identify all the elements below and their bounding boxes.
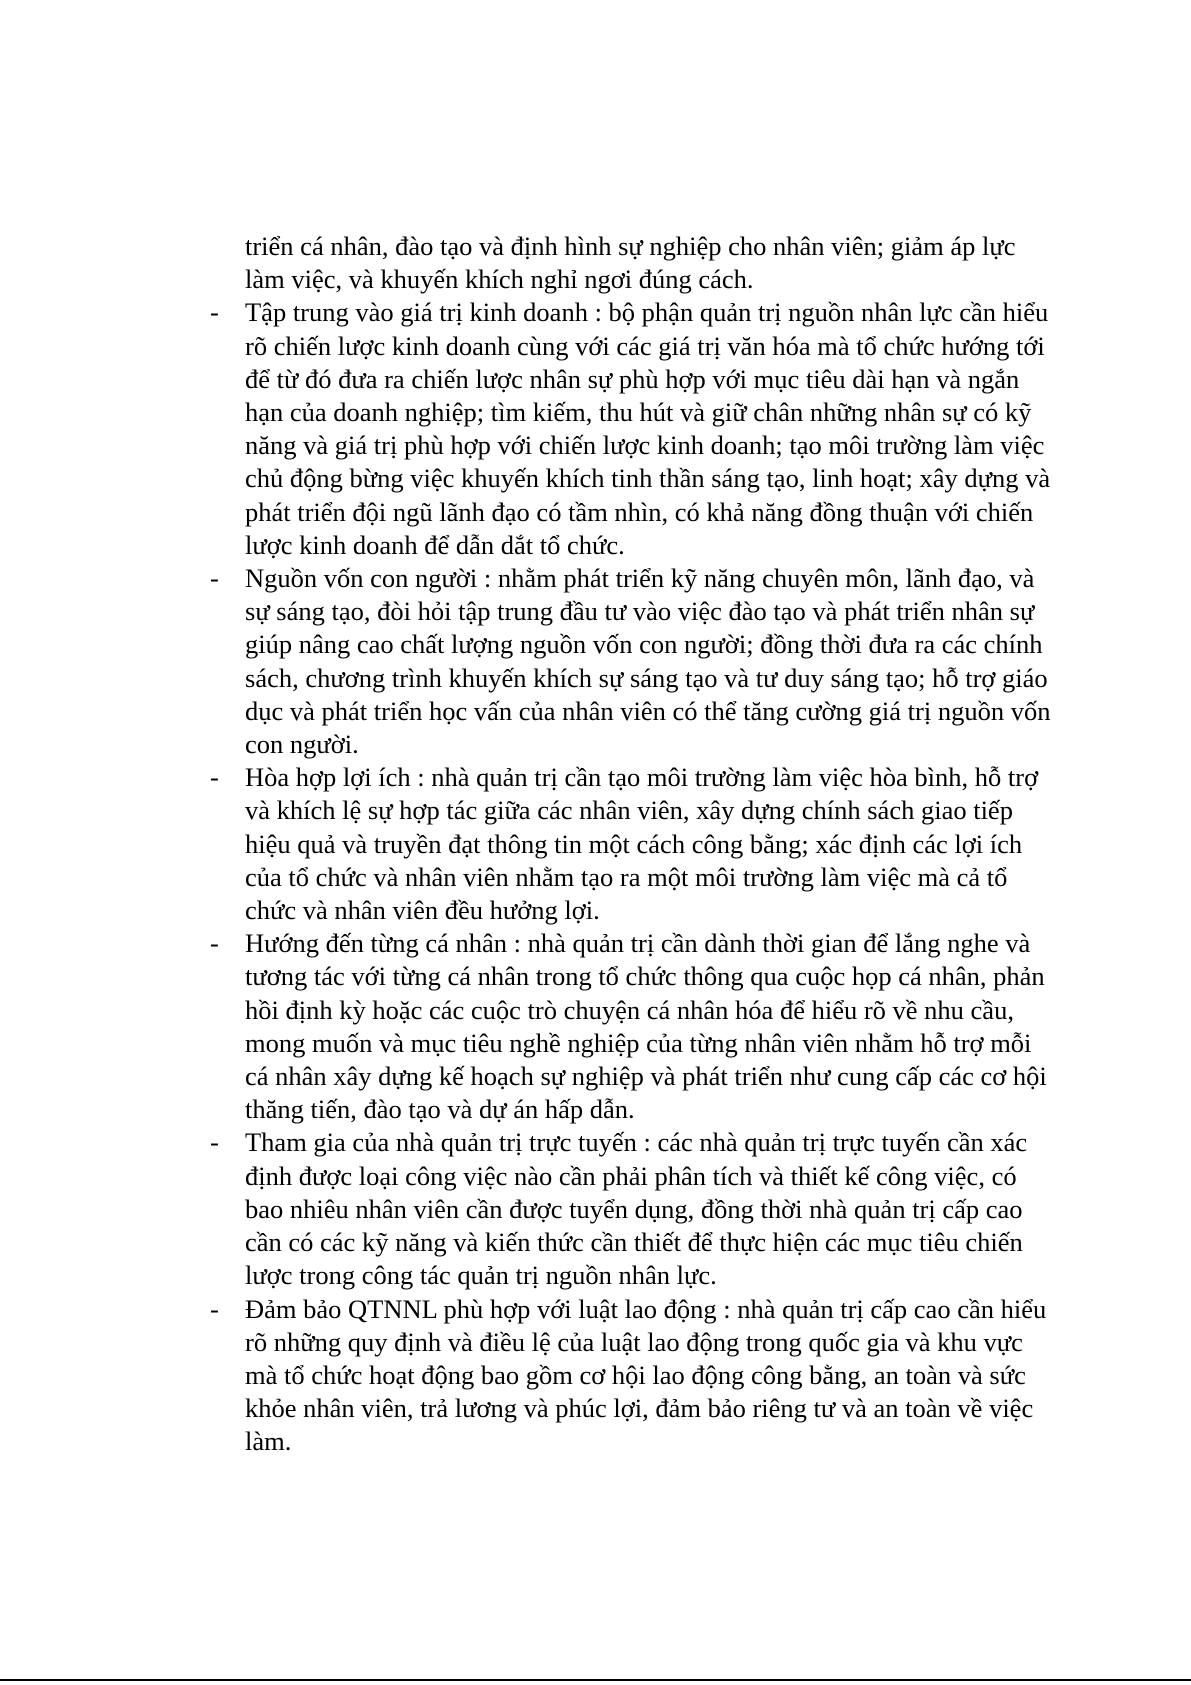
list-item-text: Đảm bảo QTNNL phù hợp với luật lao động : nhà quản trị cấp cao cần hiểu rõ những quy định và điều lệ của luật lao động trong quốc gia và khu vực mà tổ chức hoạt động bao gồm cơ hội lao động công bằng, an toàn và sức khỏe nhân viên, trả lương và phúc lợi, đảm bảo riêng tư và an toàn về việc làm.: [245, 1293, 1047, 1457]
list-item: [210, 1126, 1060, 1292]
list-item: [210, 927, 1060, 1126]
continuation-paragraph: [245, 230, 1060, 296]
list-item-text: Tập trung vào giá trị kinh doanh : bộ phận quản trị nguồn nhân lực cần hiểu rõ chiến lược kinh doanh cùng với các giá trị văn hóa mà tổ chức hướng tới để từ đó đưa ra chiến lược nhân sự phù hợp với mục tiêu dài hạn và ngắn hạn của doanh nghiệp; tìm kiếm, thu hút và giữ chân những nhân sự có kỹ năng và giá trị phù hợp với chiến lược kinh doanh; tạo môi trường làm việc chủ động bừng việc khuyến khích tinh thần sáng tạo, linh hoạt; xây dựng và phát triển đội ngũ lãnh đạo có tầm nhìn, có khả năng đồng thuận với chiến lược kinh doanh để dẫn dắt tổ chức.: [245, 297, 1051, 560]
dash-bullet: -: [210, 1127, 219, 1158]
list-item-text: Hòa hợp lợi ích : nhà quản trị cần tạo môi trường làm việc hòa bình, hỗ trợ và khích lệ sự hợp tác giữa các nhân viên, xây dựng chính sách giao tiếp hiệu quả và truyền đạt thông tin một cách công bằng; xác định các lợi ích của tổ chức và nhân viên nhằm tạo ra một môi trường làm việc mà cả tổ chức và nhân viên đều hưởng lợi.: [245, 762, 1039, 926]
dash-bullet: -: [210, 297, 219, 328]
dash-bullet: -: [210, 762, 219, 793]
list-item: [210, 761, 1060, 927]
list-item-text: Nguồn vốn con người : nhằm phát triển kỹ năng chuyên môn, lãnh đạo, và sự sáng tạo, đòi hỏi tập trung đầu tư vào việc đào tạo và phát triển nhân sự giúp nâng cao chất lượng nguồn vốn con người; đồng thời đưa ra các chính sách, chương trình khuyến khích sự sáng tạo và tư duy sáng tạo; hỗ trợ giáo dục và phát triển học vấn của nhân viên có thể tăng cường giá trị nguồn vốn con người.: [245, 563, 1051, 760]
list-item: [210, 562, 1060, 761]
dash-bullet: -: [210, 928, 219, 959]
list-item-text: Tham gia của nhà quản trị trực tuyến : các nhà quản trị trực tuyến cần xác định được loại công việc nào cần phải phân tích và thiết kế công việc, có bao nhiêu nhân viên cần được tuyển dụng, đồng thời nhà quản trị cấp cao cần có các kỹ năng và kiến thức cần thiết để thực hiện các mục tiêu chiến lược trong công tác quản trị nguồn nhân lực.: [245, 1127, 1028, 1291]
dash-bullet: -: [210, 563, 219, 594]
list-item: [210, 1293, 1060, 1459]
list-item: [210, 296, 1060, 562]
paragraph-text: triển cá nhân, đào tạo và định hình sự nghiệp cho nhân viên; giảm áp lực làm việc, và khuyến khích nghỉ ngơi đúng cách.: [245, 231, 1016, 295]
dash-bullet: -: [210, 1293, 219, 1324]
document-body: [210, 230, 1060, 1459]
list-item-text: Hướng đến từng cá nhân : nhà quản trị cần dành thời gian để lắng nghe và tương tác với từng cá nhân trong tổ chức thông qua cuộc họp cá nhân, phản hồi định kỳ hoặc các cuộc trò chuyện cá nhân hóa để hiểu rõ về nhu cầu, mong muốn và mục tiêu nghề nghiệp của từng nhân viên nhằm hỗ trợ mỗi cá nhân xây dựng kế hoạch sự nghiệp và phát triển như cung cấp các cơ hội thăng tiến, đào tạo và dự án hấp dẫn.: [245, 928, 1047, 1125]
page-bottom-divider: [0, 1679, 1191, 1681]
